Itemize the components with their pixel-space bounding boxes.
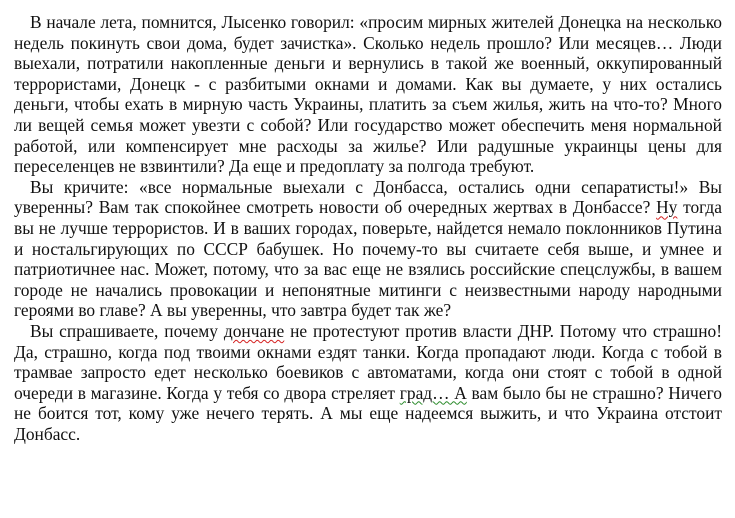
grammar-error-phrase[interactable]: град… А xyxy=(399,382,467,403)
paragraph-3-text-start: Вы спрашиваете, почему xyxy=(30,320,224,341)
paragraph-2 xyxy=(14,177,722,321)
paragraph-1 xyxy=(14,12,722,177)
paragraph-1-text: В начале лета, помнится, Лысенко говорил: «просим мирных жителей Донецка на несколько недель покинуть свои дома, будет зачистка». Сколько недель прошло? Или месяцев… Люди выехали, потратили накопленные деньги и вернулись в такой же военный, оккупированный террористами, Донецк - с разбитыми окнами и домами. Как вы думаете, у них остались деньги, чтобы ехать в мирную часть Украины, платить за съем жилья, жить на что-то? Много ли вещей семья может увезти с собой? Или государство может обеспечить меня нормальной работой, или компенсирует мне расходы за жилье? Или радушные украинцы цены для переселенцев не взвинтили? Да еще и предоплату за полгода требуют. xyxy=(14,12,722,177)
paragraph-3-text-middle: не протестуют против власти ДНР. Потому что страшно! Да, страшно, когда под твоими окнами ездят танки. Когда пропадают люди. Когда с тобой в трамвае запросто едет несколько боевиков с автоматами, когда они стоят с тобой в одной очереди в магазине. Когда у тебя со двора стреляет xyxy=(14,320,722,403)
paragraph-2-text-end: тогда вы не лучше террористов. И в ваших городах, поверьте, найдется немало поклонников Путина и ностальгирующих по СССР бабушек. Но почему-то вы считаете себя выше, и умнее и патриотичнее нас. Может, потому, что за вас еще не взялись российские спецслужбы, в вашем городе не начались провокации и непонятные митинги с неизвестными народу народными героями во главе? А вы уверенны, что завтра будет так же? xyxy=(14,197,722,321)
paragraph-3 xyxy=(14,321,722,445)
document-body xyxy=(14,12,722,444)
paragraph-3-text-end: вам было бы не страшно? Ничего не боится тот, кому уже нечего терять. А мы еще надеемся выжить, и что Украина отстоит Донбасс. xyxy=(14,382,722,444)
spelling-error-word[interactable]: Ну xyxy=(656,197,678,218)
paragraph-2-text-start: Вы кричите: «все нормальные выехали с Донбасса, остались одни сепаратисты!» Вы уверенны? Вам так спокойнее смотреть новости об очередных жертвах в Донбассе? xyxy=(14,176,722,218)
spelling-error-word[interactable]: дончане xyxy=(223,320,285,341)
